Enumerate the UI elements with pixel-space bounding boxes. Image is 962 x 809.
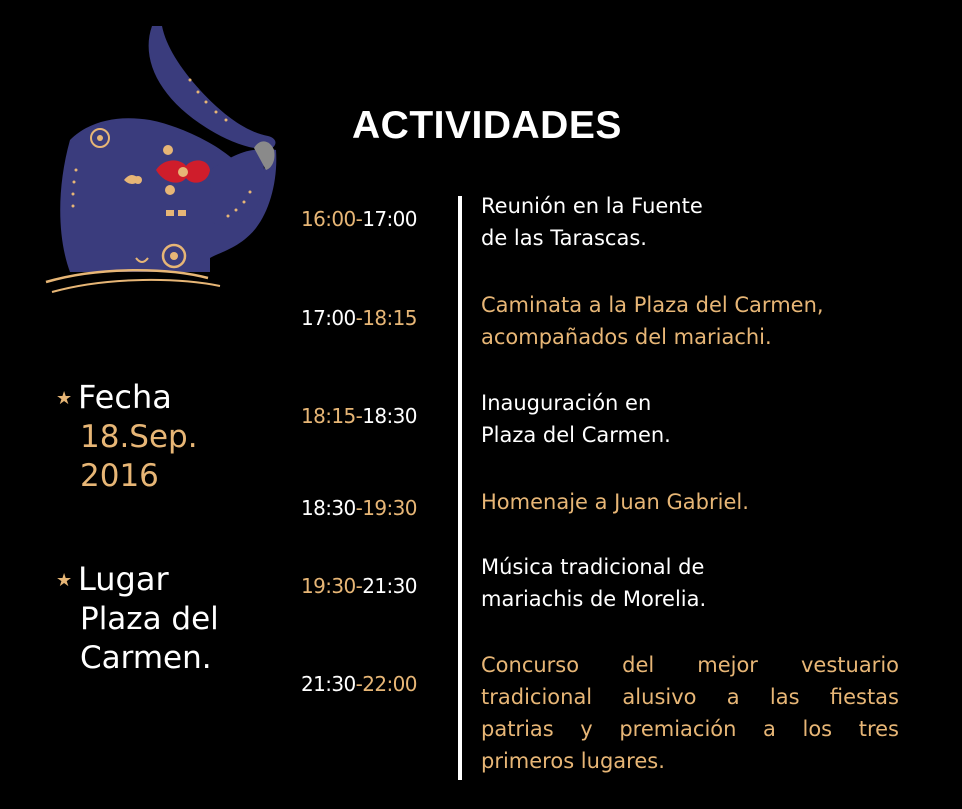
schedule-time: 19:30-21:30 [301,574,417,598]
time-start: 19:30 [301,574,356,598]
time-start: 17:00 [301,306,356,330]
description-line: Música tradicional de [481,555,705,579]
fecha-label: Fecha [78,378,172,416]
fecha-value-line2: 2016 [80,458,159,494]
lugar-value-line2: Carmen. [80,640,212,676]
page-title: ACTIVIDADES [352,104,622,147]
schedule-description [481,289,899,353]
star-icon: ★ [56,388,73,409]
description-line: Plaza del Carmen. [481,423,671,447]
info-fecha [56,378,296,496]
time-end: 18:15 [362,306,417,330]
schedule-description [481,551,899,615]
description-line: Homenaje a Juan Gabriel. [481,490,749,514]
schedule-description [481,649,899,777]
description-line: tradicional alusivo a las fiestas [481,685,899,709]
description-line: Inauguración en [481,391,652,415]
schedule-time: 18:15-18:30 [301,404,417,428]
time-end: 19:30 [362,496,417,520]
time-start: 18:15 [301,404,356,428]
timeline-divider [458,196,462,780]
info-lugar [56,560,296,678]
description-line: primeros lugares. [481,749,665,773]
star-icon: ★ [56,570,73,591]
description-line: mariachis de Morelia. [481,587,707,611]
schedule-description [481,486,899,518]
lugar-value-line1: Plaza del [80,601,219,637]
description-line: de las Tarascas. [481,226,647,250]
description-line: Caminata a la Plaza del Carmen, [481,293,824,317]
schedule-time: 16:00-17:00 [301,207,417,231]
mariachi-silhouette-icon [40,20,290,300]
schedule-time: 18:30-19:30 [301,496,417,520]
description-line: Reunión en la Fuente [481,194,703,218]
description-line: acompañados del mariachi. [481,325,772,349]
schedule-description [481,190,899,254]
time-start: 18:30 [301,496,356,520]
time-end: 17:00 [362,207,417,231]
schedule-time: 21:30-22:00 [301,672,417,696]
description-line: patrias y premiación a los tres [481,717,899,741]
time-start: 16:00 [301,207,356,231]
fecha-value-line1: 18.Sep. [80,419,198,455]
time-end: 22:00 [362,672,417,696]
schedule-description [481,387,899,451]
time-start: 21:30 [301,672,356,696]
time-end: 21:30 [362,574,417,598]
description-line: Concurso del mejor vestuario [481,653,899,677]
time-end: 18:30 [362,404,417,428]
lugar-label: Lugar [78,560,169,598]
schedule-time: 17:00-18:15 [301,306,417,330]
